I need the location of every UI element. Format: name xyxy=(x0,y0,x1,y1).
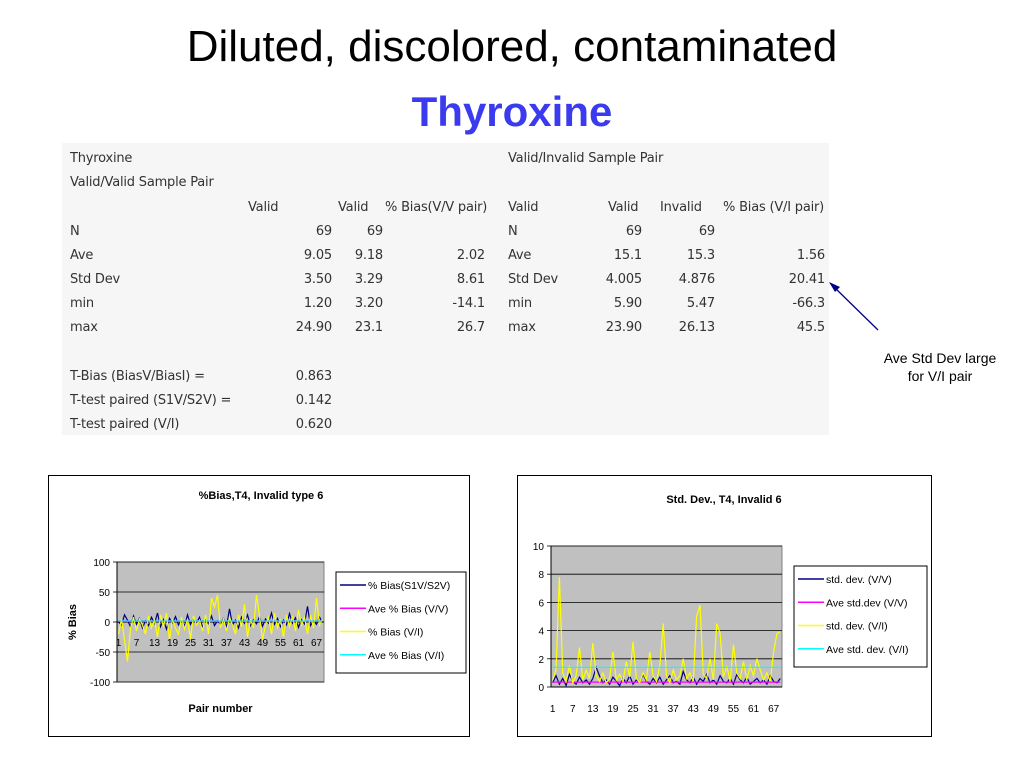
table-right-cell: 15.3 xyxy=(686,248,715,263)
table-right-cell: 45.5 xyxy=(796,320,825,335)
x-tick-label: 7 xyxy=(569,704,576,715)
y-tick-label: 0 xyxy=(104,618,110,629)
chart-title: %Bias,T4, Invalid type 6 xyxy=(198,490,324,502)
x-tick-label: 67 xyxy=(768,704,780,715)
table-left-subtitle: Valid/Valid Sample Pair xyxy=(70,175,214,190)
y-tick-label: 6 xyxy=(538,598,544,610)
table-left-title: Thyroxine xyxy=(70,151,133,166)
table-right-row-label: Std Dev xyxy=(508,272,559,287)
x-tick-label: 13 xyxy=(148,638,161,649)
x-tick-label: 49 xyxy=(707,704,719,715)
table-left-header-valid1: Valid xyxy=(248,200,279,215)
annotation-note xyxy=(860,349,1020,385)
chart-title: Std. Dev., T4, Invalid 6 xyxy=(666,494,782,506)
legend-label: std. dev. (V/V) xyxy=(826,574,892,586)
table-left-row-label: Ave xyxy=(70,248,94,263)
table-left-cell: 69 xyxy=(366,224,383,239)
table-right-cell: 15.1 xyxy=(613,248,642,263)
chart-bias-svg xyxy=(49,476,469,736)
table-right-cell: 69 xyxy=(698,224,715,239)
x-tick-label: 1 xyxy=(115,638,122,649)
table-right-row-label: N xyxy=(508,224,518,239)
x-tick-label: 31 xyxy=(202,638,215,649)
x-tick-label: 61 xyxy=(747,704,760,715)
table-right-title: Valid/Invalid Sample Pair xyxy=(508,151,664,166)
table-left-cell: 8.61 xyxy=(456,272,485,287)
x-tick-label: 31 xyxy=(647,704,659,715)
table-left-cell: 69 xyxy=(315,224,332,239)
x-tick-label: 37 xyxy=(220,638,233,649)
x-tick-label: 25 xyxy=(627,704,639,715)
table-left-header-bias: % Bias(V/V pair) xyxy=(385,200,488,215)
slide-subtitle: Thyroxine xyxy=(411,88,613,135)
table-right-cell: 23.90 xyxy=(605,320,642,335)
legend-label: Ave std.dev (V/V) xyxy=(826,597,908,610)
y-tick-label: -50 xyxy=(95,648,110,659)
table-left-cell: 26.7 xyxy=(456,320,485,335)
plot-area xyxy=(551,546,782,687)
annotation-line1: Ave Std Dev large xyxy=(883,350,997,366)
slide-title: Diluted, discolored, contaminated xyxy=(186,22,838,71)
x-tick-label: 19 xyxy=(166,638,179,649)
table-right-cell: 1.56 xyxy=(796,248,825,263)
table-left-cell: 3.20 xyxy=(354,296,383,311)
table-left-cell: 9.18 xyxy=(354,248,383,263)
table-left-cell: -14.1 xyxy=(452,296,485,311)
test-value: 0.620 xyxy=(295,417,332,432)
table-right-row-label: max xyxy=(508,320,536,335)
x-tick-label: 37 xyxy=(667,704,679,715)
table-right-header-bias: % Bias (V/I pair) xyxy=(723,200,825,215)
x-tick-label: 25 xyxy=(184,638,197,649)
stats-table-image xyxy=(62,143,829,435)
table-right-cell: 69 xyxy=(625,224,642,239)
chart-stddev xyxy=(517,475,932,737)
table-left-row-label: Std Dev xyxy=(70,272,121,287)
legend-label: % Bias(S1V/S2V) xyxy=(368,580,451,592)
y-tick-label: 2 xyxy=(538,654,544,666)
chart-stddev-svg xyxy=(518,476,931,736)
x-tick-label: 61 xyxy=(292,638,305,649)
table-left-header-valid2: Valid xyxy=(338,200,369,215)
y-tick-label: 0 xyxy=(538,683,544,694)
annotation-line2: for V/I pair xyxy=(907,368,973,384)
x-tick-label: 55 xyxy=(274,638,287,649)
x-tick-label: 55 xyxy=(727,704,740,715)
table-right-row-label: min xyxy=(508,296,532,311)
legend-label: std. dev. (V/I) xyxy=(826,620,888,633)
table-right-cell: 4.005 xyxy=(605,272,642,287)
table-left-row-label: N xyxy=(70,224,80,239)
table-right-cell: 26.13 xyxy=(678,320,715,335)
table-right-header-valid2: Valid xyxy=(608,200,639,215)
table-left-cell: 3.50 xyxy=(303,272,332,287)
table-left-cell: 23.1 xyxy=(354,320,383,335)
x-tick-label: 13 xyxy=(587,704,599,715)
x-tick-label: 7 xyxy=(133,638,140,649)
table-left-cell: 3.29 xyxy=(354,272,383,287)
legend-label: % Bias (V/I) xyxy=(368,626,424,639)
table-left-cell: 9.05 xyxy=(303,248,332,263)
table-left-cell: 24.90 xyxy=(295,320,332,335)
test-value: 0.142 xyxy=(295,393,332,408)
x-tick-label: 49 xyxy=(256,638,269,649)
table-left-row-label: min xyxy=(70,296,94,311)
table-right-cell: -66.3 xyxy=(792,296,825,311)
table-right-cell: 5.47 xyxy=(686,296,715,311)
legend-label: Ave std. dev. (V/I) xyxy=(826,643,909,656)
table-right-cell: 5.90 xyxy=(613,296,642,311)
x-tick-label: 19 xyxy=(607,704,619,715)
y-tick-label: 4 xyxy=(538,626,544,638)
test-value: 0.863 xyxy=(295,369,332,384)
test-label: T-test paired (V/I) xyxy=(70,417,180,432)
table-right-header-invalid: Invalid xyxy=(660,200,702,215)
y-tick-label: -100 xyxy=(89,678,110,689)
y-tick-label: 100 xyxy=(93,558,110,569)
test-label: T-test paired (S1V/S2V) = xyxy=(70,393,232,408)
table-left-row-label: max xyxy=(70,320,98,335)
legend-label: Ave % Bias (V/V) xyxy=(368,603,449,616)
legend-label: Ave % Bias (V/I) xyxy=(368,649,445,662)
x-tick-label: 67 xyxy=(310,638,323,649)
y-tick-label: 8 xyxy=(538,570,544,582)
table-right-cell: 4.876 xyxy=(678,272,715,287)
x-axis-title: Pair number xyxy=(188,703,253,715)
table-left-cell: 1.20 xyxy=(303,296,332,311)
x-tick-label: 1 xyxy=(549,704,556,715)
table-left-cell: 2.02 xyxy=(456,248,485,263)
table-right-row-label: Ave xyxy=(508,248,532,263)
y-tick-label: 50 xyxy=(98,588,110,599)
table-right-cell: 20.41 xyxy=(788,272,825,287)
test-label: T-Bias (BiasV/BiasI) = xyxy=(70,369,205,384)
x-tick-label: 43 xyxy=(238,638,251,649)
x-tick-label: 43 xyxy=(687,704,699,715)
y-tick-label: 10 xyxy=(532,542,544,553)
chart-bias xyxy=(48,475,470,737)
y-axis-title: % Bias xyxy=(67,603,79,641)
table-right-header-valid1: Valid xyxy=(508,200,539,215)
